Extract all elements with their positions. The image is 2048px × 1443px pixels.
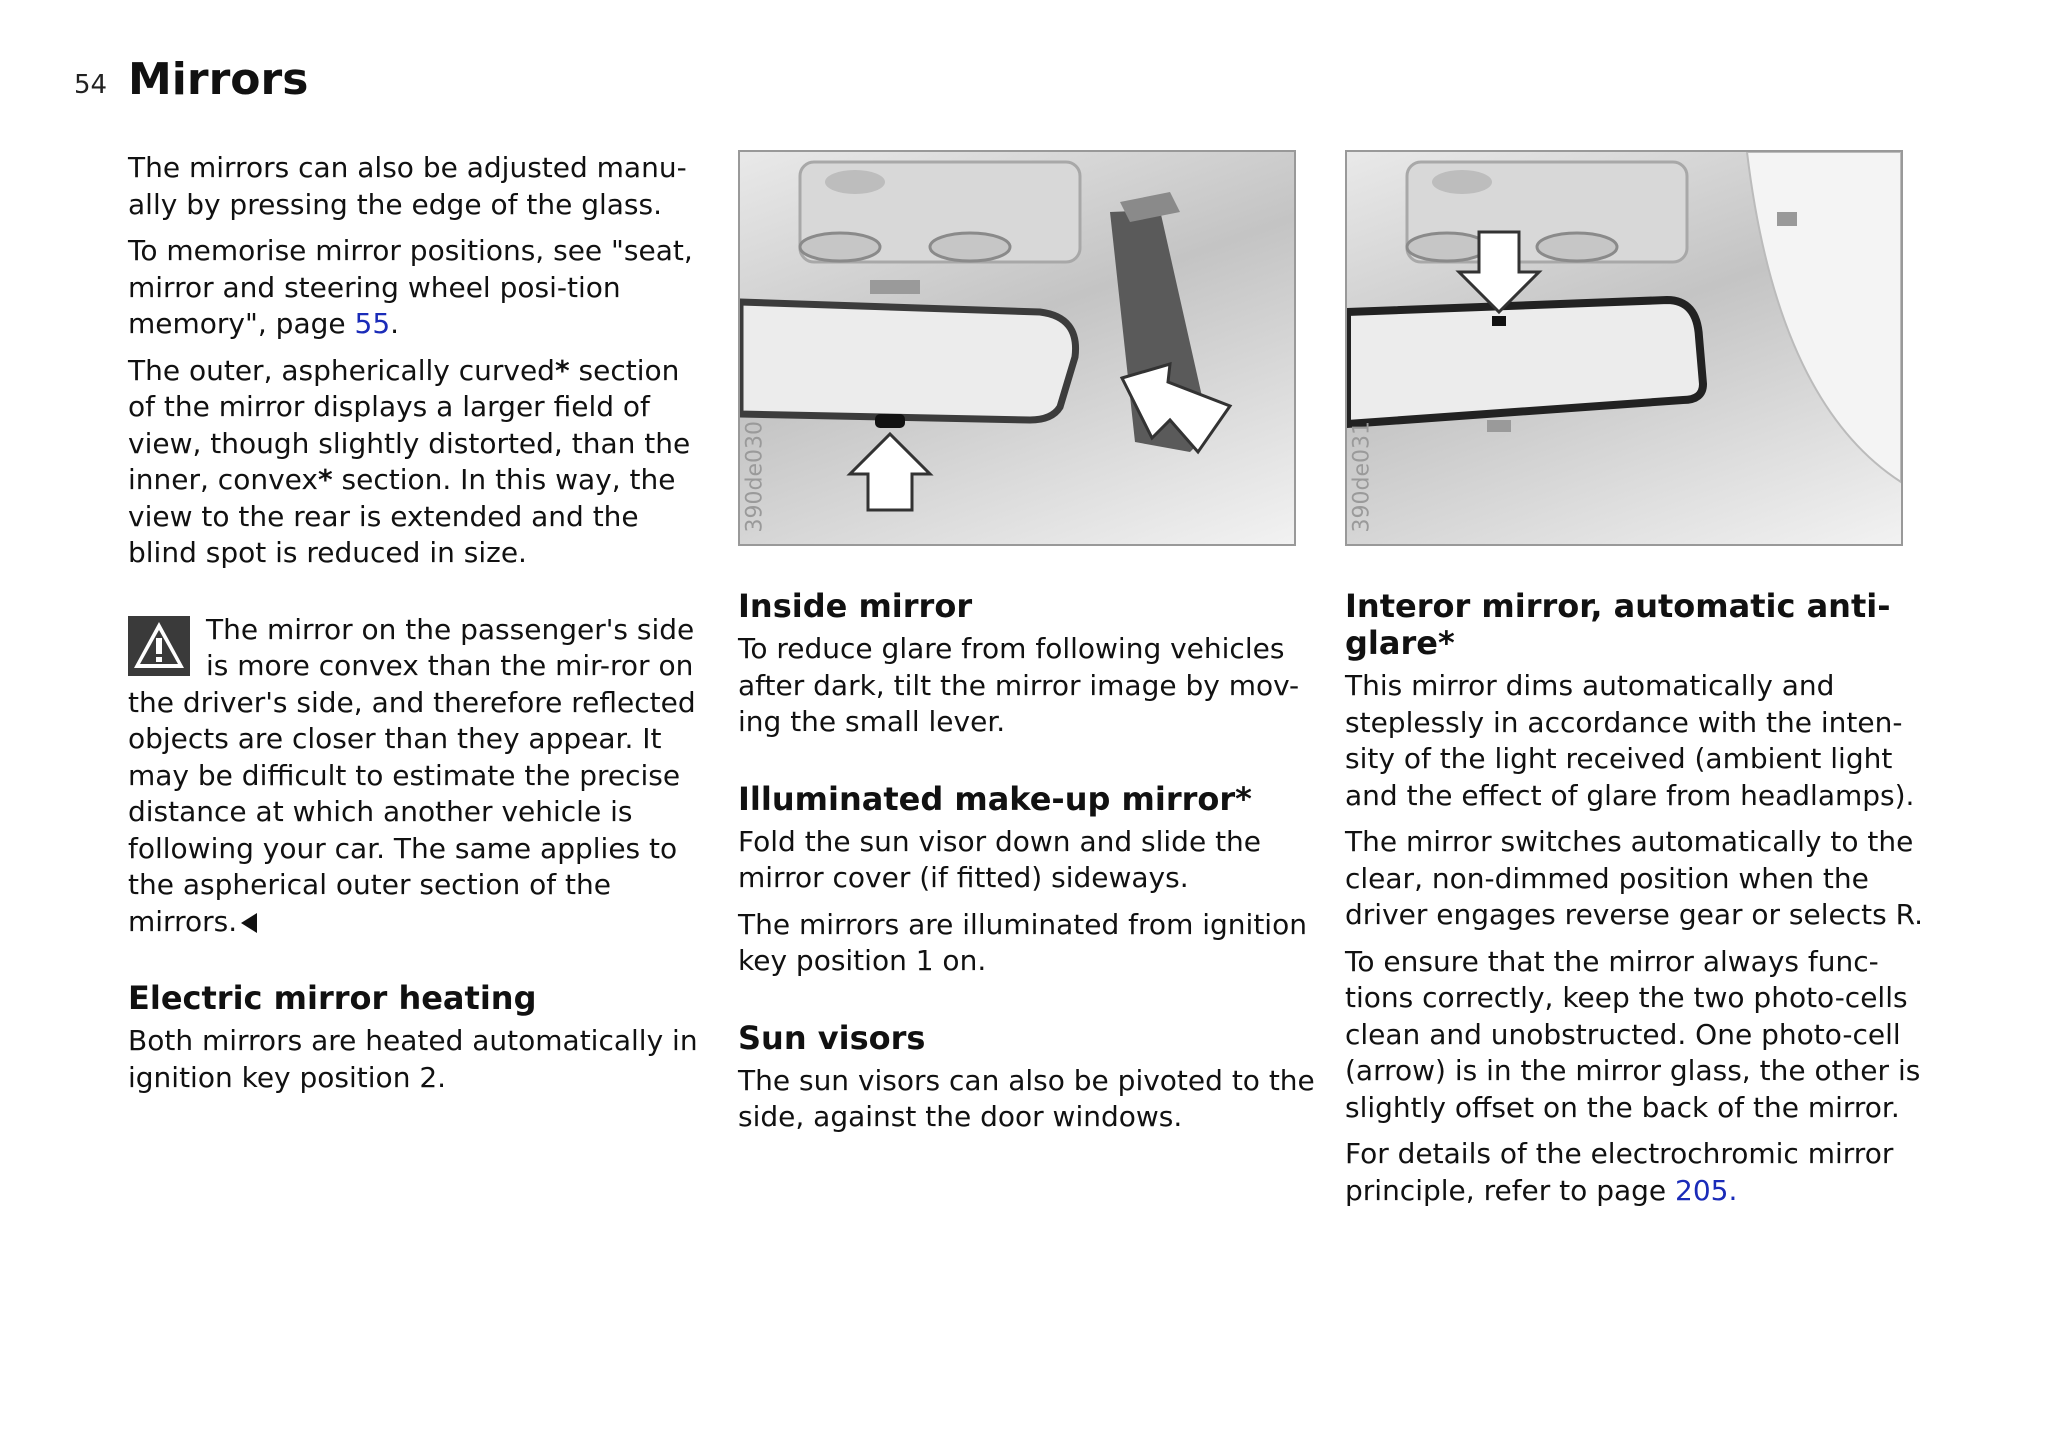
figure-code: 390de031 xyxy=(1349,420,1375,532)
visors-heading: Sun visors xyxy=(738,1018,926,1057)
auto-mirror-text-1: This mirror dims automatically and steplessly in accordance with the inten-sity of the light received (ambient light and the effect of glare from headlamps). xyxy=(1345,669,1915,812)
auto-mirror-text-3: To ensure that the mirror always func-tions correctly, keep the two photo-cells clean and unobstructed. One photo-cell (arrow) is in the mirror glass, the other is slightly offset on the back of the mirror. xyxy=(1345,944,1921,1124)
end-of-note-icon xyxy=(241,913,257,933)
warning-text: The mirror on the passenger's side is more convex than the mir-ror on the driver's side, and therefore reflected objects are closer than they appear. It may be difficult to estimate the precise distance at which another vehicle is following your car. The same applies to the aspherical outer section of the mirrors. xyxy=(128,612,696,938)
column-middle xyxy=(738,150,1318,1146)
manual-adjust-paragraph: The mirrors can also be adjusted manu-ally by pressing the edge of the glass. xyxy=(128,151,687,221)
visors-section xyxy=(738,1020,1318,1136)
heating-heading: Electric mirror heating xyxy=(128,979,537,1017)
inside-mirror-drawing xyxy=(740,152,1294,544)
page-link-205[interactable]: 205 xyxy=(1675,1173,1729,1207)
figure-code: 390de030 xyxy=(742,420,768,532)
auto-mirror-illustration xyxy=(1345,150,1903,546)
warning-note xyxy=(128,612,708,941)
page-title: Mirrors xyxy=(128,54,309,105)
page-number: 54 xyxy=(74,70,108,100)
makeup-heading: Illuminated make-up mirror* xyxy=(738,779,1252,818)
heating-section xyxy=(128,980,708,1096)
makeup-text-2: The mirrors are illuminated from ignition key position 1 on. xyxy=(738,907,1307,977)
auto-mirror-text-4: For details of the electrochromic mirror principle, refer to page 205. xyxy=(1345,1137,1894,1207)
inside-mirror-heading: Inside mirror xyxy=(738,587,973,625)
auto-mirror-drawing xyxy=(1347,152,1901,544)
column-right xyxy=(1345,150,1925,1219)
heating-text: Both mirrors are heated automatically in ignition key position 2. xyxy=(128,1024,698,1094)
inside-mirror-text: To reduce glare from following vehicles after dark, tilt the mirror image by mov-ing the small lever. xyxy=(738,632,1300,738)
optional-star: * xyxy=(317,463,333,496)
makeup-section xyxy=(738,781,1318,980)
optional-star: * xyxy=(554,353,570,387)
visors-text: The sun visors can also be pivoted to the side, against the door windows. xyxy=(738,1063,1315,1133)
column-left xyxy=(128,150,708,1106)
auto-mirror-text-2: The mirror switches automatically to the clear, non-dimmed position when the driver engages reverse gear or selects R. xyxy=(1345,825,1923,931)
page-link-55[interactable]: 55 xyxy=(354,307,391,340)
inside-mirror-illustration xyxy=(738,150,1296,546)
makeup-text-1: Fold the sun visor down and slide the mirror cover (if fitted) sideways. xyxy=(738,824,1262,894)
warning-triangle-icon xyxy=(128,616,190,676)
auto-mirror-heading: Interor mirror, automatic anti-glare* xyxy=(1345,587,1891,662)
memory-paragraph: To memorise mirror positions, see "seat, mirror and steering wheel posi-tion memory", page 55. xyxy=(128,234,693,340)
aspherical-paragraph: The outer, aspherically curved* section of the mirror displays a larger field of view, though slightly distorted, than the inner, convex* section. In this way, the view to the rear is extended and the blind spot is reduced in size. xyxy=(128,353,691,569)
